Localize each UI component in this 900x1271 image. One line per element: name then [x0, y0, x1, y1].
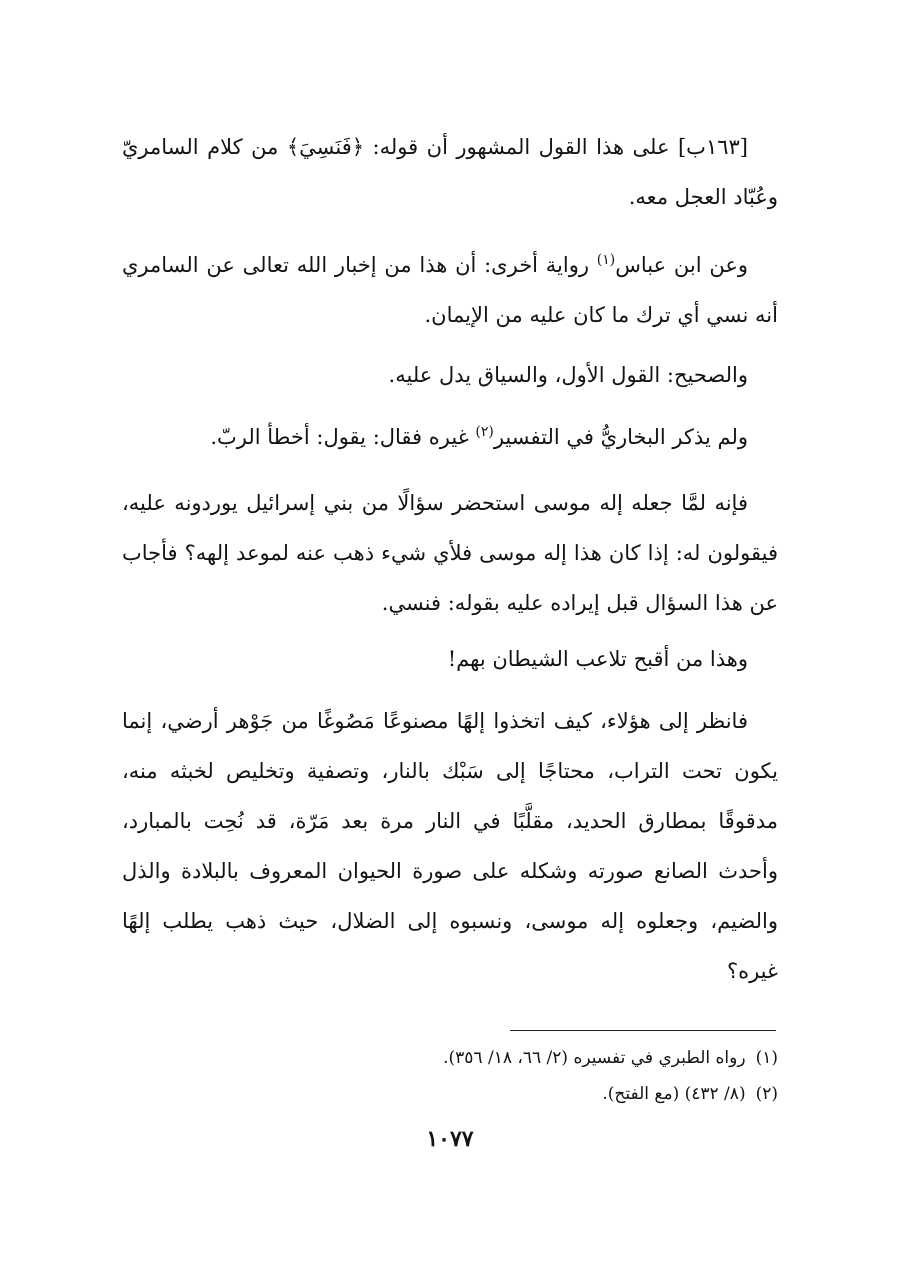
footnote-divider — [510, 1030, 776, 1031]
paragraph-4-text-start: ولم يذكر البخاريُّ في التفسير — [493, 425, 748, 449]
paragraph-1 — [122, 122, 778, 222]
paragraph-4 — [122, 412, 778, 462]
paragraph-2-text-end: رواية أخرى: أن هذا من إخبار الله تعالى عن السامري أنه نسي أي ترك ما كان عليه من الإيمان. — [122, 253, 778, 327]
footnote-1 — [122, 1040, 778, 1076]
paragraph-7-text: فانظر إلى هؤلاء، كيف اتخذوا إلهًا مصنوعًا مَصُوغًا من جَوْهر أرضي، إنما يكون تحت التراب، محتاجًا إلى سَبْك بالنار، وتصفية وتخليص لخبثه منه، مدقوقًا بمطارق الحديد، مقلَّبًا في النار مرة بعد مَرّة، قد نُحِت بالمبارد، وأحدث الصانع صورته وشكله على صورة الحيوان المعروف بالبلادة والذل والضيم، وجعلوه إله موسى، ونسبوه إلى الضلال، حيث ذهب يطلب إلهًا غيره؟ — [122, 709, 778, 983]
footnote-2-text: (٨/ ٤٣٢) (مع الفتح). — [602, 1084, 746, 1104]
paragraph-7 — [122, 696, 778, 996]
paragraph-6-text: وهذا من أقبح تلاعب الشيطان بهم! — [447, 647, 748, 671]
paragraph-3 — [122, 350, 778, 400]
paragraph-4-text-end: غيره فقال: يقول: أخطأ الربّ. — [210, 425, 476, 449]
paragraph-1-text: [١٦٣ب] على هذا القول المشهور أن قوله: ﴿فَنَسِيَ﴾ من كلام السامريّ وعُبّاد العجل معه. — [122, 135, 778, 209]
footnote-1-number: (١) — [755, 1048, 778, 1068]
paragraph-2 — [122, 240, 778, 340]
footnote-ref-1[interactable]: (١) — [596, 252, 616, 268]
footnote-2 — [122, 1076, 778, 1112]
paragraph-6 — [122, 634, 778, 684]
paragraph-3-text: والصحيح: القول الأول، والسياق يدل عليه. — [388, 363, 748, 387]
footnotes-list — [122, 1040, 778, 1112]
footnote-1-text: رواه الطبري في تفسيره (٢/ ٦٦، ١٨/ ٣٥٦). — [443, 1048, 746, 1068]
paragraph-2-text-start: وعن ابن عباس — [615, 253, 748, 277]
paragraph-5-text: فإنه لمَّا جعله إله موسى استحضر سؤالًا من بني إسرائيل يوردونه عليه، فيقولون له: إذا كان هذا إله موسى فلأي شيء ذهب عنه لموعد إلهه؟ فأجاب عن هذا السؤال قبل إيراده عليه بقوله: فنسي. — [122, 491, 778, 615]
footnote-ref-2[interactable]: (٢) — [475, 424, 494, 440]
footnote-2-number: (٢) — [755, 1084, 778, 1104]
page-number: ١٠٧٧ — [426, 1126, 474, 1152]
paragraph-5 — [122, 478, 778, 628]
